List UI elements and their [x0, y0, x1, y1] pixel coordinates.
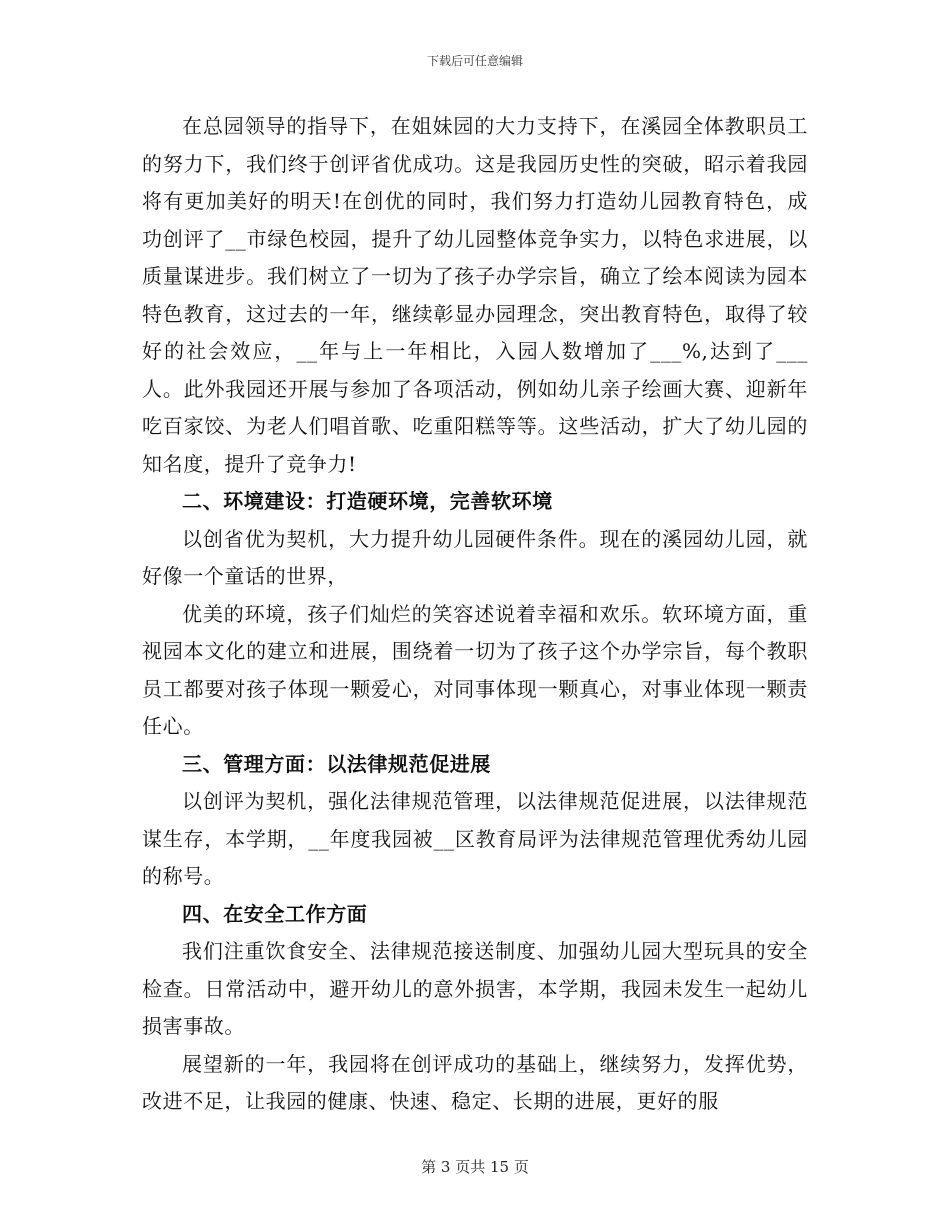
document-body	[142, 108, 808, 1121]
section-heading-environment: 二、环境建设：打造硬环境，完善软环境	[182, 489, 553, 513]
paragraph-management: 以创评为契机，强化法律规范管理，以法律规范促进展，以法律规范谋生存，本学期，__年度我园被__区教育局评为法律规范管理优秀幼儿园的称号。	[142, 789, 808, 888]
section-heading-management: 三、管理方面：以法律规范促进展	[182, 751, 491, 776]
paragraph-intro: 在总园领导的指导下，在姐妹园的大力支持下，在溪园全体教职员工的努力下，我们终于创评省优成功。这是我园历史性的突破，昭示着我园将有更加美好的明天!在创优的同时，我们努力打造幼儿园教育特色，成功创评了__市绿色校园，提升了幼儿园整体竞争实力，以特色求进展，以质量谋进步。我们树立了一切为了孩子办学宗旨，确立了绘本阅读为园本特色教育，这过去的一年，继续彰显办园理念，突出教育特色，取得了较好的社会效应，__年与上一年相比，入园人数增加了___%,达到了___人。此外我园还开展与参加了各项活动，例如幼儿亲子绘画大赛、迎新年吃百家饺、为老人们唱首歌、吃重阳糕等等。这些活动，扩大了幼儿园的知名度，提升了竞争力!	[142, 114, 808, 476]
paragraph-environment-hardware: 以创省优为契机，大力提升幼儿园硬件条件。现在的溪园幼儿园，就好像一个童话的世界，	[142, 526, 808, 588]
section-heading-safety: 四、在安全工作方面	[182, 901, 368, 926]
paragraph-outlook: 展望新的一年，我园将在创评成功的基础上，继续努力，发挥优势，改进不足，让我园的健康、快速、稳定、长期的进展，更好的服	[142, 1051, 808, 1113]
page-number-footer: 第 3 页共 15 页	[421, 1158, 529, 1176]
page-header: 下载后可任意编辑	[426, 54, 523, 68]
paragraph-environment-software: 优美的环境，孩子们灿烂的笑容述说着幸福和欢乐。软环境方面，重视园本文化的建立和进展，围绕着一切为了孩子这个办学宗旨，每个教职员工都要对孩子体现一颗爱心，对同事体现一颗真心，对事业体现一颗责任心。	[142, 601, 808, 738]
paragraph-safety: 我们注重饮食安全、法律规范接送制度、加强幼儿园大型玩具的安全检查。日常活动中，避开幼儿的意外损害，本学期，我园未发生一起幼儿损害事故。	[142, 939, 808, 1038]
